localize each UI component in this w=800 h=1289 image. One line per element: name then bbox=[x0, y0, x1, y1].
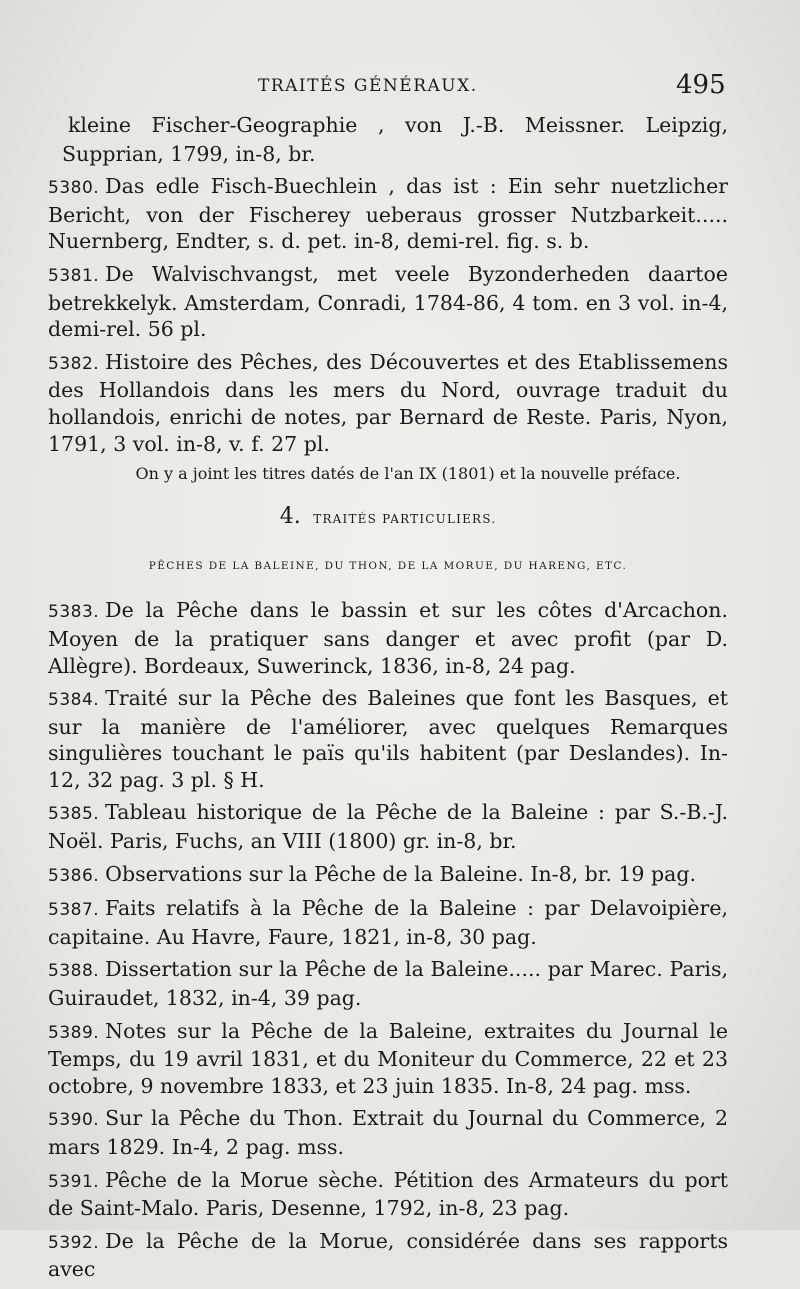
catalog-entry bbox=[48, 349, 728, 457]
catalog-entry bbox=[48, 895, 728, 950]
entry-text: De la Pêche de la Morue, considérée dans ses rapports avec bbox=[48, 1228, 728, 1282]
entry-text: Traité sur la Pêche des Baleines que font les Basques, et sur la manière de l'améliorer, avec quelques Remarques singulières touchant le païs qu'ils habitent (par Deslandes). In-12, 32 pag. 3 pl. § H. bbox=[48, 686, 728, 792]
section-subheading: PÊCHES DE LA BALEINE, DU THON, DE LA MORUE, DU HARENG, ETC. bbox=[148, 559, 628, 572]
catalog-entry bbox=[48, 1228, 728, 1283]
entry-text: Observations sur la Pêche de la Baleine. In-8, br. 19 pag. bbox=[105, 861, 696, 886]
entry-number: 5383. bbox=[48, 602, 100, 623]
entry-text: Tableau historique de la Pêche de la Baleine : par S.-B.-J. Noël. Paris, Fuchs, an VIII (1800) gr. in-8, br. bbox=[48, 800, 728, 854]
section-title: TRAITÉS PARTICULIERS. bbox=[313, 512, 497, 527]
catalog-entry bbox=[48, 799, 728, 854]
entry-number: 5387. bbox=[48, 900, 100, 921]
catalog-entry bbox=[48, 261, 728, 343]
page-number: 495 bbox=[676, 70, 726, 100]
entry-text: Pêche de la Morue sèche. Pétition des Armateurs du port de Saint-Malo. Paris, Desenne, 1792, in-8, 23 pag. bbox=[48, 1167, 728, 1221]
entry-number: 5382. bbox=[48, 353, 100, 374]
entry-number: 5388. bbox=[48, 961, 100, 982]
entry-number: 5386. bbox=[48, 865, 100, 886]
entry-text: Faits relatifs à la Pêche de la Baleine : par Delavoipière, capitaine. Au Havre, Faure, 1821, in-8, 30 pag. bbox=[48, 896, 728, 949]
catalog-entry: kleine Fischer-Geographie , von J.-B. Meissner. Leipzig, Supprian, 1799, in-8, br. bbox=[62, 113, 728, 166]
entry-text: Das edle Fisch-Buechlein , das ist : Ein sehr nuetzlicher Bericht, von der Fischerey ueberaus grosser Nutzbarkeit..... Nuernberg, Endter, s. d. pet. in-8, demi-rel. fig. s. b. bbox=[48, 174, 728, 254]
catalog-entry bbox=[48, 1167, 728, 1222]
entry-number: 5384. bbox=[48, 690, 100, 711]
entry-text: Dissertation sur la Pêche de la Baleine..... par Marec. Paris, Guiraudet, 1832, in-4, 39 pag. bbox=[48, 957, 728, 1011]
entry-number: 5385. bbox=[48, 804, 100, 825]
entry-number: 5392. bbox=[48, 1232, 100, 1253]
entries-before bbox=[48, 112, 728, 457]
entry-number: 5380. bbox=[48, 178, 100, 199]
catalog-entry bbox=[48, 173, 728, 255]
entry-text: De la Pêche dans le bassin et sur les côtes d'Arcachon. Moyen de la pratiquer sans danger et avec profit (par D. Allègre). Bordeaux, Suwerinck, 1836, in-8, 24 pag. bbox=[48, 598, 728, 678]
catalog-entry bbox=[48, 1018, 728, 1100]
page-header bbox=[0, 70, 800, 110]
section-heading bbox=[48, 503, 728, 533]
catalog-entry bbox=[48, 956, 728, 1011]
entry-text: Notes sur la Pêche de la Baleine, extraites du Journal le Temps, du 19 avril 1831, et du Moniteur du Commerce, 22 et 23 octobre, 9 novembre 1833, et 23 juin 1835. In-8, 24 pag. mss. bbox=[48, 1018, 728, 1098]
entry-number: 5390. bbox=[48, 1110, 100, 1131]
catalog-entry bbox=[48, 597, 728, 679]
entry-note: On y a joint les titres datés de l'an IX (1801) et la nouvelle préface. bbox=[135, 464, 681, 484]
page-body bbox=[48, 112, 728, 1289]
entry-text: De Walvischvangst, met veele Byzonderheden daartoe betrekkelyk. Amsterdam, Conradi, 1784-86, 4 tom. en 3 vol. in-4, demi-rel. 56 pl. bbox=[48, 261, 728, 342]
entry-number: 5389. bbox=[48, 1022, 100, 1043]
section-number: 4. bbox=[279, 504, 301, 530]
entry-number: 5391. bbox=[48, 1171, 100, 1192]
running-title: TRAITÉS GÉNÉRAUX. bbox=[258, 76, 478, 96]
entries-after bbox=[48, 597, 728, 1283]
catalog-entry bbox=[48, 685, 728, 793]
entry-text: Histoire des Pêches, des Découvertes et des Etablissemens des Hollandois dans les mers du Nord, ouvrage traduit du hollandois, enrichi de notes, par Bernard de Reste. Paris, Nyon, 1791, 3 vol. in-8, v. f. 27 pl. bbox=[48, 349, 728, 456]
catalog-entry bbox=[48, 1105, 728, 1160]
entry-text: Sur la Pêche du Thon. Extrait du Journal du Commerce, 2 mars 1829. In-4, 2 pag. mss. bbox=[48, 1106, 728, 1159]
entry-number: 5381. bbox=[48, 265, 100, 286]
catalog-entry bbox=[48, 861, 728, 890]
